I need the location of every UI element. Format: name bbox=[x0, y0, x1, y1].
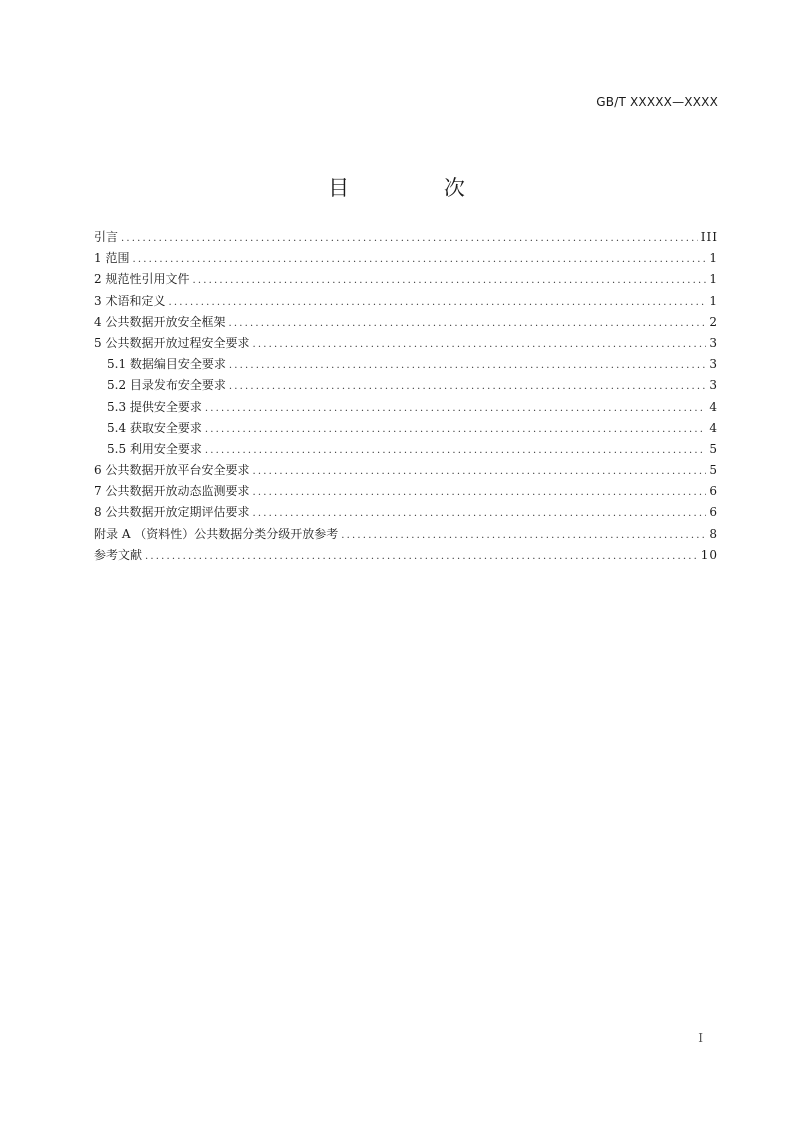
toc-entry[interactable] bbox=[94, 397, 718, 418]
toc-leader-dots bbox=[121, 228, 698, 249]
toc-entry-label: 6 公共数据开放平台安全要求 bbox=[94, 463, 250, 478]
toc-entry-label: 参考文献 bbox=[94, 547, 143, 562]
toc-leader-dots bbox=[252, 334, 706, 355]
toc-entry-page: 3 bbox=[709, 357, 718, 372]
toc-entry-label: 2 规范性引用文件 bbox=[94, 272, 190, 287]
toc-entry-label: 5.2 目录发布安全要求 bbox=[107, 378, 226, 393]
toc-entry-page: 8 bbox=[709, 526, 718, 541]
toc-title: 目 次 bbox=[328, 176, 509, 201]
toc-entry-page: 1 bbox=[709, 293, 718, 308]
toc-leader-dots bbox=[205, 440, 706, 461]
toc-entry-label: 5.4 获取安全要求 bbox=[107, 420, 202, 435]
toc-leader-dots bbox=[145, 546, 698, 567]
toc-entry-page: 10 bbox=[700, 547, 718, 562]
toc-entry[interactable] bbox=[94, 333, 718, 354]
toc-entry[interactable] bbox=[94, 375, 718, 396]
toc-entry[interactable] bbox=[94, 227, 718, 248]
toc-entry-label: 5 公共数据开放过程安全要求 bbox=[94, 335, 250, 350]
toc-leader-dots bbox=[229, 355, 706, 376]
toc-entry-label: 4 公共数据开放安全框架 bbox=[94, 314, 226, 329]
toc-leader-dots bbox=[192, 270, 706, 291]
toc-entry-label: 8 公共数据开放定期评估要求 bbox=[94, 505, 250, 520]
toc-entry[interactable] bbox=[94, 354, 718, 375]
toc-entry[interactable] bbox=[94, 418, 718, 439]
toc-entry[interactable] bbox=[94, 545, 718, 566]
toc-entry-label: 5.1 数据编目安全要求 bbox=[107, 357, 226, 372]
toc-leader-dots bbox=[252, 503, 706, 524]
toc-entry-page: 5 bbox=[709, 441, 718, 456]
toc-leader-dots bbox=[341, 525, 706, 546]
toc-entry[interactable] bbox=[94, 269, 718, 290]
toc-leader-dots bbox=[205, 398, 706, 419]
toc-entry-label: 附录 A （资料性）公共数据分类分级开放参考 bbox=[94, 526, 339, 541]
toc-entry-page: 4 bbox=[709, 399, 718, 414]
table-of-contents bbox=[94, 227, 718, 566]
toc-entry-page: 4 bbox=[709, 420, 718, 435]
toc-entry-label: 3 术语和定义 bbox=[94, 293, 166, 308]
toc-entry-page: 2 bbox=[709, 314, 718, 329]
toc-entry-page: 6 bbox=[709, 484, 718, 499]
document-code: GB/T XXXXX—XXXX bbox=[596, 95, 718, 109]
toc-leader-dots bbox=[229, 376, 706, 397]
toc-entry-label: 7 公共数据开放动态监测要求 bbox=[94, 484, 250, 499]
toc-entry-label: 引言 bbox=[94, 230, 119, 244]
toc-leader-dots bbox=[252, 461, 706, 482]
toc-leader-dots bbox=[168, 292, 706, 313]
toc-leader-dots bbox=[252, 482, 706, 503]
toc-entry-page: 3 bbox=[709, 378, 718, 393]
toc-entry[interactable] bbox=[94, 312, 718, 333]
toc-entry[interactable] bbox=[94, 481, 718, 502]
toc-entry-label: 5.5 利用安全要求 bbox=[107, 441, 202, 456]
toc-leader-dots bbox=[132, 249, 706, 270]
toc-entry-label: 5.3 提供安全要求 bbox=[107, 399, 202, 414]
page-number: I bbox=[698, 1031, 703, 1045]
toc-entry-page: 6 bbox=[709, 505, 718, 520]
toc-entry[interactable] bbox=[94, 460, 718, 481]
toc-entry[interactable] bbox=[94, 248, 718, 269]
toc-entry-page: 3 bbox=[709, 335, 718, 350]
toc-entry-label: 1 范围 bbox=[94, 251, 130, 266]
toc-entry[interactable] bbox=[94, 291, 718, 312]
toc-entry-page: 5 bbox=[709, 463, 718, 478]
toc-entry[interactable] bbox=[94, 524, 718, 545]
toc-entry[interactable] bbox=[94, 502, 718, 523]
toc-entry[interactable] bbox=[94, 439, 718, 460]
toc-entry-page: III bbox=[700, 230, 718, 244]
toc-entry-page: 1 bbox=[709, 272, 718, 287]
toc-leader-dots bbox=[228, 313, 706, 334]
toc-entry-page: 1 bbox=[709, 251, 718, 266]
toc-leader-dots bbox=[205, 419, 706, 440]
